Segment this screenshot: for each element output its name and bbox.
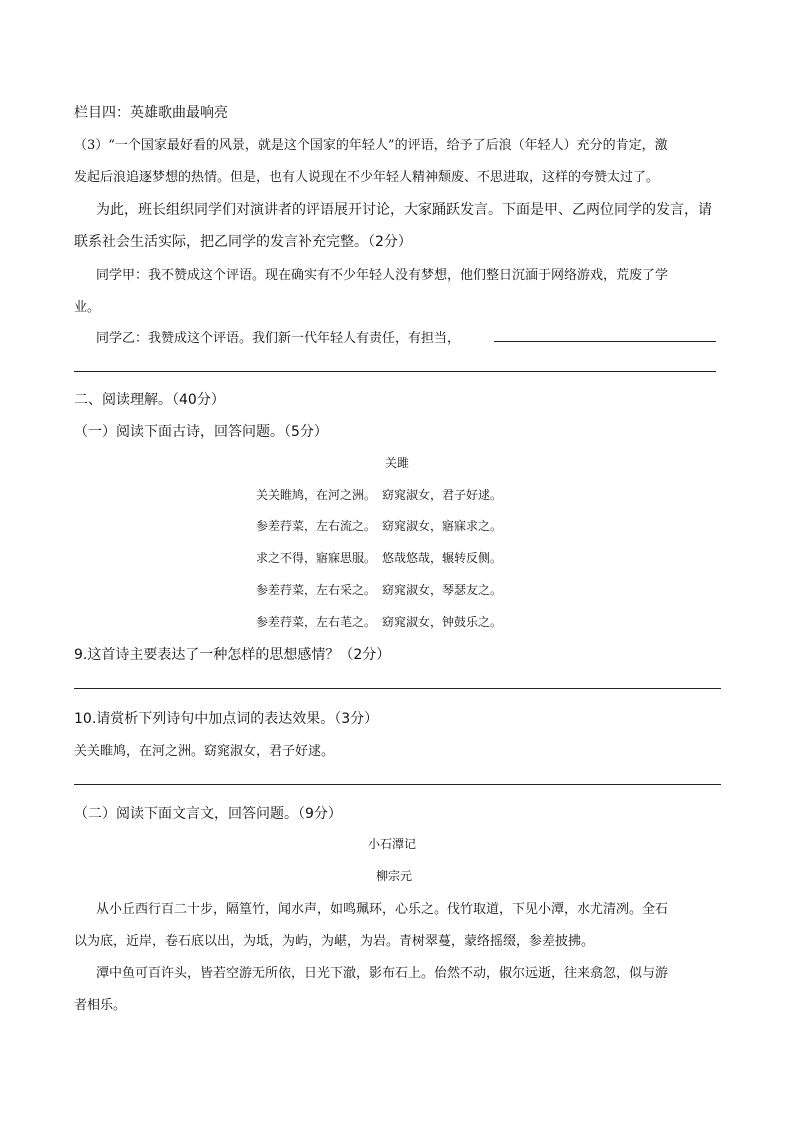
- answer-blank-line: [74, 688, 721, 689]
- essay-paragraph-line: 以为底，近岸，卷石底以出，为坻，为屿，为嵁，为岩。青树翠蔓，蒙络摇缀，参差披拂。: [74, 934, 595, 949]
- poem-title: 关雎: [385, 456, 410, 470]
- section-title: 栏目四：英雄歌曲最响亮: [74, 105, 228, 121]
- poem-line: 求之不得，寤寐思服。 悠哉悠哉，辗转反侧。: [256, 551, 503, 565]
- q3-line-1: （3）“一个国家最好看的风景，就是这个国家的年轻人”的评语，给予了后浪（年轻人）充分的肯定，激: [74, 138, 668, 153]
- essay-paragraph-line: 从小丘西行百二十步，隔篁竹，闻水声，如鸣珮环，心乐之。伐竹取道，下见小潭，水尤清冽。全石: [96, 902, 669, 917]
- sub-section-title: （二）阅读下面文言文，回答问题。（9分）: [74, 806, 342, 822]
- answer-blank-line: [74, 784, 721, 785]
- poem-line: 参差荇菜，左右芼之。 窈窕淑女，钟鼓乐之。: [256, 615, 503, 629]
- question-10: 10.请赏析下列诗句中加点词的表达效果。（3分）: [74, 711, 379, 727]
- poem-line: 参差荇菜，左右流之。 窈窕淑女，寤寐求之。: [256, 519, 503, 533]
- sub-section-title: （一）阅读下面古诗，回答问题。（5分）: [74, 424, 328, 440]
- q3-line-4: 联系社会生活实际，把乙同学的发言补充完整。（2分）: [74, 234, 412, 250]
- poem-line: 参差荇菜，左右采之。 窈窕淑女，琴瑟友之。: [256, 583, 503, 597]
- answer-blank-line: [74, 371, 716, 372]
- answer-blank-line: [494, 341, 716, 342]
- question-10-quote: 关关睢鸠，在河之洲。窈窕淑女，君子好逑。: [74, 744, 335, 759]
- essay-paragraph-line: 潭中鱼可百许头，皆若空游无所依，日光下澈，影布石上。佁然不动，俶尔远逝，往来翕忽，似与游: [96, 966, 669, 981]
- essay-paragraph-line: 者相乐。: [74, 998, 127, 1013]
- part-title: 二、阅读理解。（40分）: [74, 392, 225, 408]
- student-jia-line-1: 同学甲：我不赞成这个评语。现在确实有不少年轻人没有梦想，他们整日沉湎于网络游戏，荒废了学: [96, 268, 669, 283]
- question-9: 9.这首诗主要表达了一种怎样的思想感情？（2分）: [74, 647, 391, 663]
- student-yi-line: 同学乙：我赞成这个评语。我们新一代年轻人有责任，有担当，: [96, 331, 461, 346]
- q3-line-2: 发起后浪追逐梦想的热情。但是，也有人说现在不少年轻人精神颓废、不思进取，这样的夸赞太过了。: [74, 170, 660, 185]
- essay-author: 柳宗元: [376, 869, 413, 883]
- student-jia-line-2: 业。: [74, 300, 101, 315]
- poem-line: 关关睢鸠，在河之洲。 窈窕淑女，君子好逑。: [256, 488, 503, 502]
- essay-title: 小石潭记: [368, 837, 417, 851]
- q3-line-3: 为此，班长组织同学们对演讲者的评语展开讨论，大家踊跃发言。下面是甲、乙两位同学的发言，请: [96, 202, 712, 218]
